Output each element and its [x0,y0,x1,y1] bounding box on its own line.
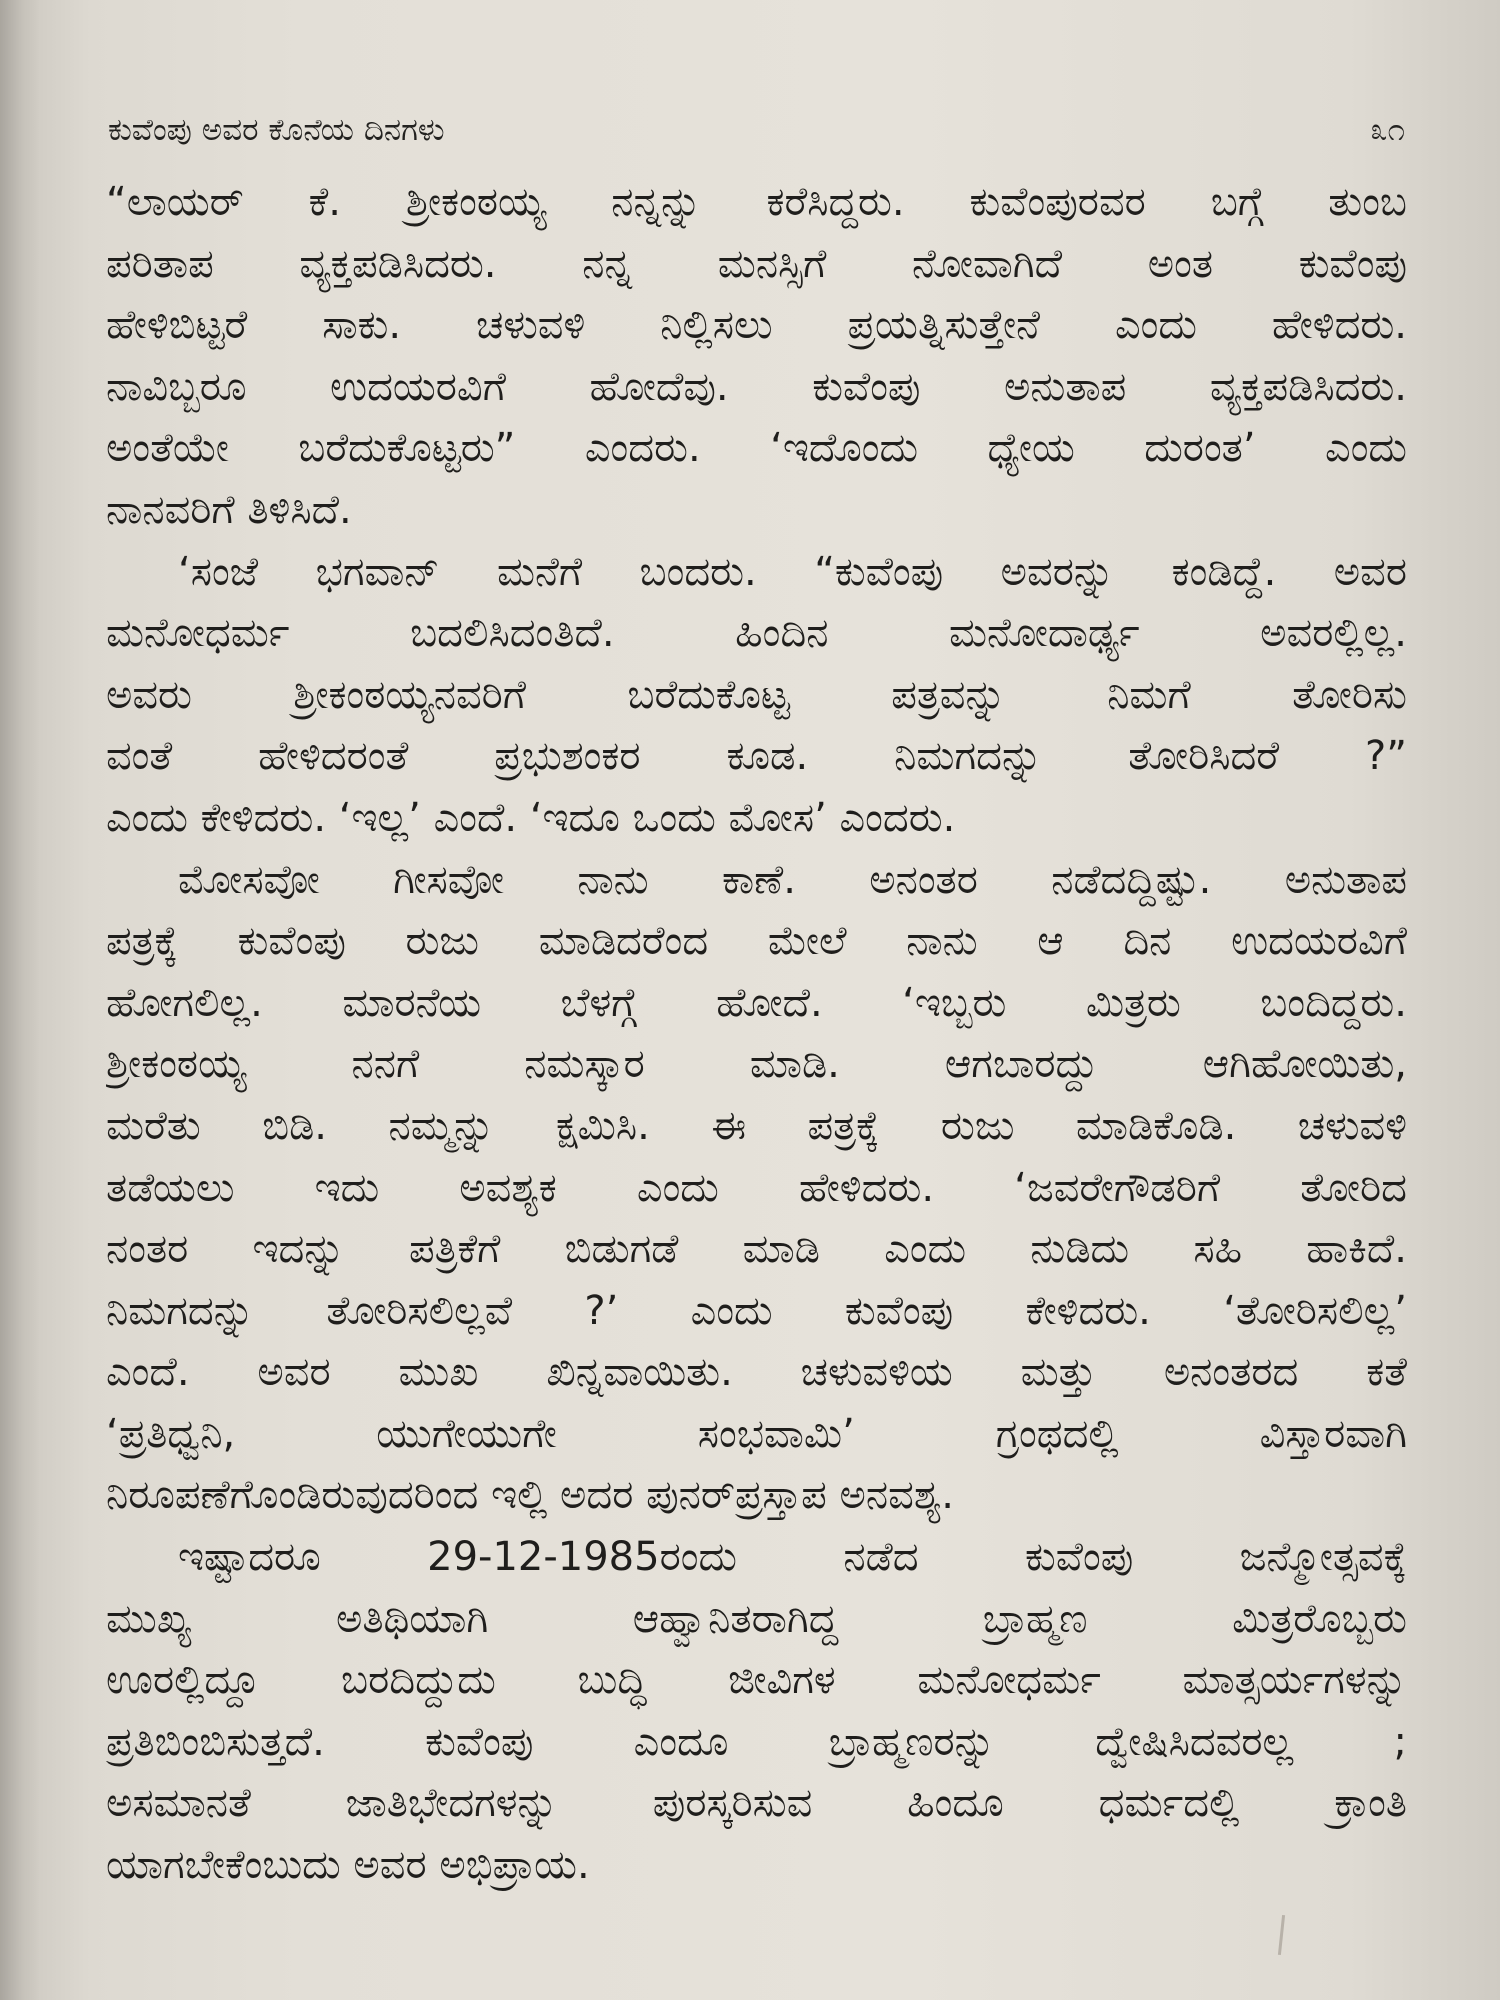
text-line: ಹೋಗಲಿಲ್ಲ. ಮಾರನೆಯ ಬೆಳಗ್ಗೆ ಹೋದೆ. ‘ಇಬ್ಬರು ಮಿತ್ರರು ಬಂದಿದ್ದರು. [106,979,1407,1026]
text-line: ನಂತರ ಇದನ್ನು ಪತ್ರಿಕೆಗೆ ಬಿಡುಗಡೆ ಮಾಡಿ ಎಂದು ನುಡಿದು ಸಹಿ ಹಾಕಿದೆ. [106,1226,1407,1273]
text-line: ಎಂದು ಕೇಳಿದರು. ‘ಇಲ್ಲ’ ಎಂದೆ. ‘ಇದೂ ಒಂದು ಮೋಸ’ ಎಂದರು. [106,794,956,841]
text-line: ಮರೆತು ಬಿಡಿ. ನಮ್ಮನ್ನು ಕ್ಷಮಿಸಿ. ಈ ಪತ್ರಕ್ಕೆ ರುಜು ಮಾಡಿಕೊಡಿ. ಚಳುವಳಿ [106,1102,1407,1149]
text-line: ‘ಸಂಜೆ ಭಗವಾನ್ ಮನೆಗೆ ಬಂದರು. “ಕುವೆಂಪು ಅವರನ್ನು ಕಂಡಿದ್ದೆ. ಅವರ [178,548,1407,595]
paragraph [106,1527,1407,1897]
text-line: ವಂತೆ ಹೇಳಿದರಂತೆ ಪ್ರಭುಶಂಕರ ಕೂಡ. ನಿಮಗದನ್ನು ತೋರಿಸಿದರೆ ?” [106,733,1407,780]
paragraph [106,850,1407,1528]
text-line: ಇಷ್ಟಾದರೂ 29-12-1985ರಂದು ನಡೆದ ಕುವೆಂಪು ಜನ್ಮೋತ್ಸವಕ್ಕೆ [178,1534,1407,1581]
text-line: ಶ್ರೀಕಂಠಯ್ಯ ನನಗೆ ನಮಸ್ಕಾರ ಮಾಡಿ. ಆಗಬಾರದ್ದು ಆಗಿಹೋಯಿತು, [106,1041,1407,1088]
text-line: ಮೋಸವೋ ಗೀಸವೋ ನಾನು ಕಾಣೆ. ಅನಂತರ ನಡೆದದ್ದಿಷ್ಟು. ಅನುತಾಪ [178,856,1407,903]
text-line: ಹೇಳಿಬಿಟ್ಟರೆ ಸಾಕು. ಚಳುವಳಿ ನಿಲ್ಲಿಸಲು ಪ್ರಯತ್ನಿಸುತ್ತೇನೆ ಎಂದು ಹೇಳಿದರು. [106,302,1407,349]
text-line: ‘ಪ್ರತಿಧ್ವನಿ, ಯುಗೇಯುಗೇ ಸಂಭವಾಮಿ’ ಗ್ರಂಥದಲ್ಲಿ ವಿಸ್ತಾರವಾಗಿ [106,1410,1407,1457]
running-header [108,100,1405,160]
page-gutter-shadow [0,0,40,2000]
text-line: ನಾನವರಿಗೆ ತಿಳಿಸಿದೆ. [106,486,352,533]
text-line: ಎಂದೆ. ಅವರ ಮುಖ ಖಿನ್ನವಾಯಿತು. ಚಳುವಳಿಯ ಮತ್ತು ಅನಂತರದ ಕತೆ [106,1349,1407,1396]
text-line: ಪರಿತಾಪ ವ್ಯಕ್ತಪಡಿಸಿದರು. ನನ್ನ ಮನಸ್ಸಿಗೆ ನೋವಾಗಿದೆ ಅಂತ ಕುವೆಂಪು [106,240,1407,287]
text-line: ಮನೋಧರ್ಮ ಬದಲಿಸಿದಂತಿದೆ. ಹಿಂದಿನ ಮನೋದಾರ್ಢ್ಯ ಅವರಲ್ಲಿಲ್ಲ. [106,610,1407,657]
text-line: ಊರಲ್ಲಿದ್ದೂ ಬರದಿದ್ದುದು ಬುದ್ಧಿ ಜೀವಿಗಳ ಮನೋಧರ್ಮ ಮಾತ್ಸರ್ಯಗಳನ್ನು [106,1657,1407,1704]
page-number: ೩೧ [1370,111,1405,148]
text-line: ಅಂತೆಯೇ ಬರೆದುಕೊಟ್ಟರು” ಎಂದರು. ‘ಇದೊಂದು ಧ್ಯೇಯ ದುರಂತ’ ಎಂದು [106,425,1407,472]
text-line: ಯಾಗಬೇಕೆಂಬುದು ಅವರ ಅಭಿಪ್ರಾಯ. [106,1842,590,1889]
text-line: ಪತ್ರಕ್ಕೆ ಕುವೆಂಪು ರುಜು ಮಾಡಿದರೆಂದ ಮೇಲೆ ನಾನು ಆ ದಿನ ಉದಯರವಿಗೆ [106,918,1407,965]
text-line: ಅವರು ಶ್ರೀಕಂಠಯ್ಯನವರಿಗೆ ಬರೆದುಕೊಟ್ಟ ಪತ್ರವನ್ನು ನಿಮಗೆ ತೋರಿಸು [106,671,1407,718]
text-line: ತಡೆಯಲು ಇದು ಅವಶ್ಯಕ ಎಂದು ಹೇಳಿದರು. ‘ಜವರೇಗೌಡರಿಗೆ ತೋರಿದ [106,1164,1407,1211]
running-title: ಕುವೆಂಪು ಅವರ ಕೊನೆಯ ದಿನಗಳು [108,111,445,148]
paragraph [106,542,1407,850]
text-line: ನಿರೂಪಣೆಗೊಂಡಿರುವುದರಿಂದ ಇಲ್ಲಿ ಅದರ ಪುನರ್‌ಪ್ರಸ್ತಾಪ ಅನವಶ್ಯ. [106,1472,954,1519]
text-line: “ಲಾಯರ್ ಕೆ. ಶ್ರೀಕಂಠಯ್ಯ ನನ್ನನ್ನು ಕರೆಸಿದ್ದರು. ಕುವೆಂಪುರವರ ಬಗ್ಗೆ ತುಂಬ [106,179,1407,225]
text-line: ಅಸಮಾನತೆ ಜಾತಿಭೇದಗಳನ್ನು ಪುರಸ್ಕರಿಸುವ ಹಿಂದೂ ಧರ್ಮದಲ್ಲಿ ಕ್ರಾಂತಿ [106,1780,1407,1827]
text-line: ಪ್ರತಿಬಿಂಬಿಸುತ್ತದೆ. ಕುವೆಂಪು ಎಂದೂ ಬ್ರಾಹ್ಮಣರನ್ನು ದ್ವೇಷಿಸಿದವರಲ್ಲ ; [106,1718,1407,1765]
paper-mark [1278,1915,1285,1955]
text-line: ನಾವಿಬ್ಬರೂ ಉದಯರವಿಗೆ ಹೋದೆವು. ಕುವೆಂಪು ಅನುತಾಪ ವ್ಯಕ್ತಪಡಿಸಿದರು. [106,363,1407,410]
text-line: ನಿಮಗದನ್ನು ತೋರಿಸಲಿಲ್ಲವೆ ?’ ಎಂದು ಕುವೆಂಪು ಕೇಳಿದರು. ‘ತೋರಿಸಲಿಲ್ಲ’ [106,1287,1407,1334]
body-text [106,172,1407,1897]
text-line: ಮುಖ್ಯ ಅತಿಥಿಯಾಗಿ ಆಹ್ವಾನಿತರಾಗಿದ್ದ ಬ್ರಾಹ್ಮಣ ಮಿತ್ರರೊಬ್ಬರು [106,1595,1407,1642]
paragraph [106,172,1407,542]
